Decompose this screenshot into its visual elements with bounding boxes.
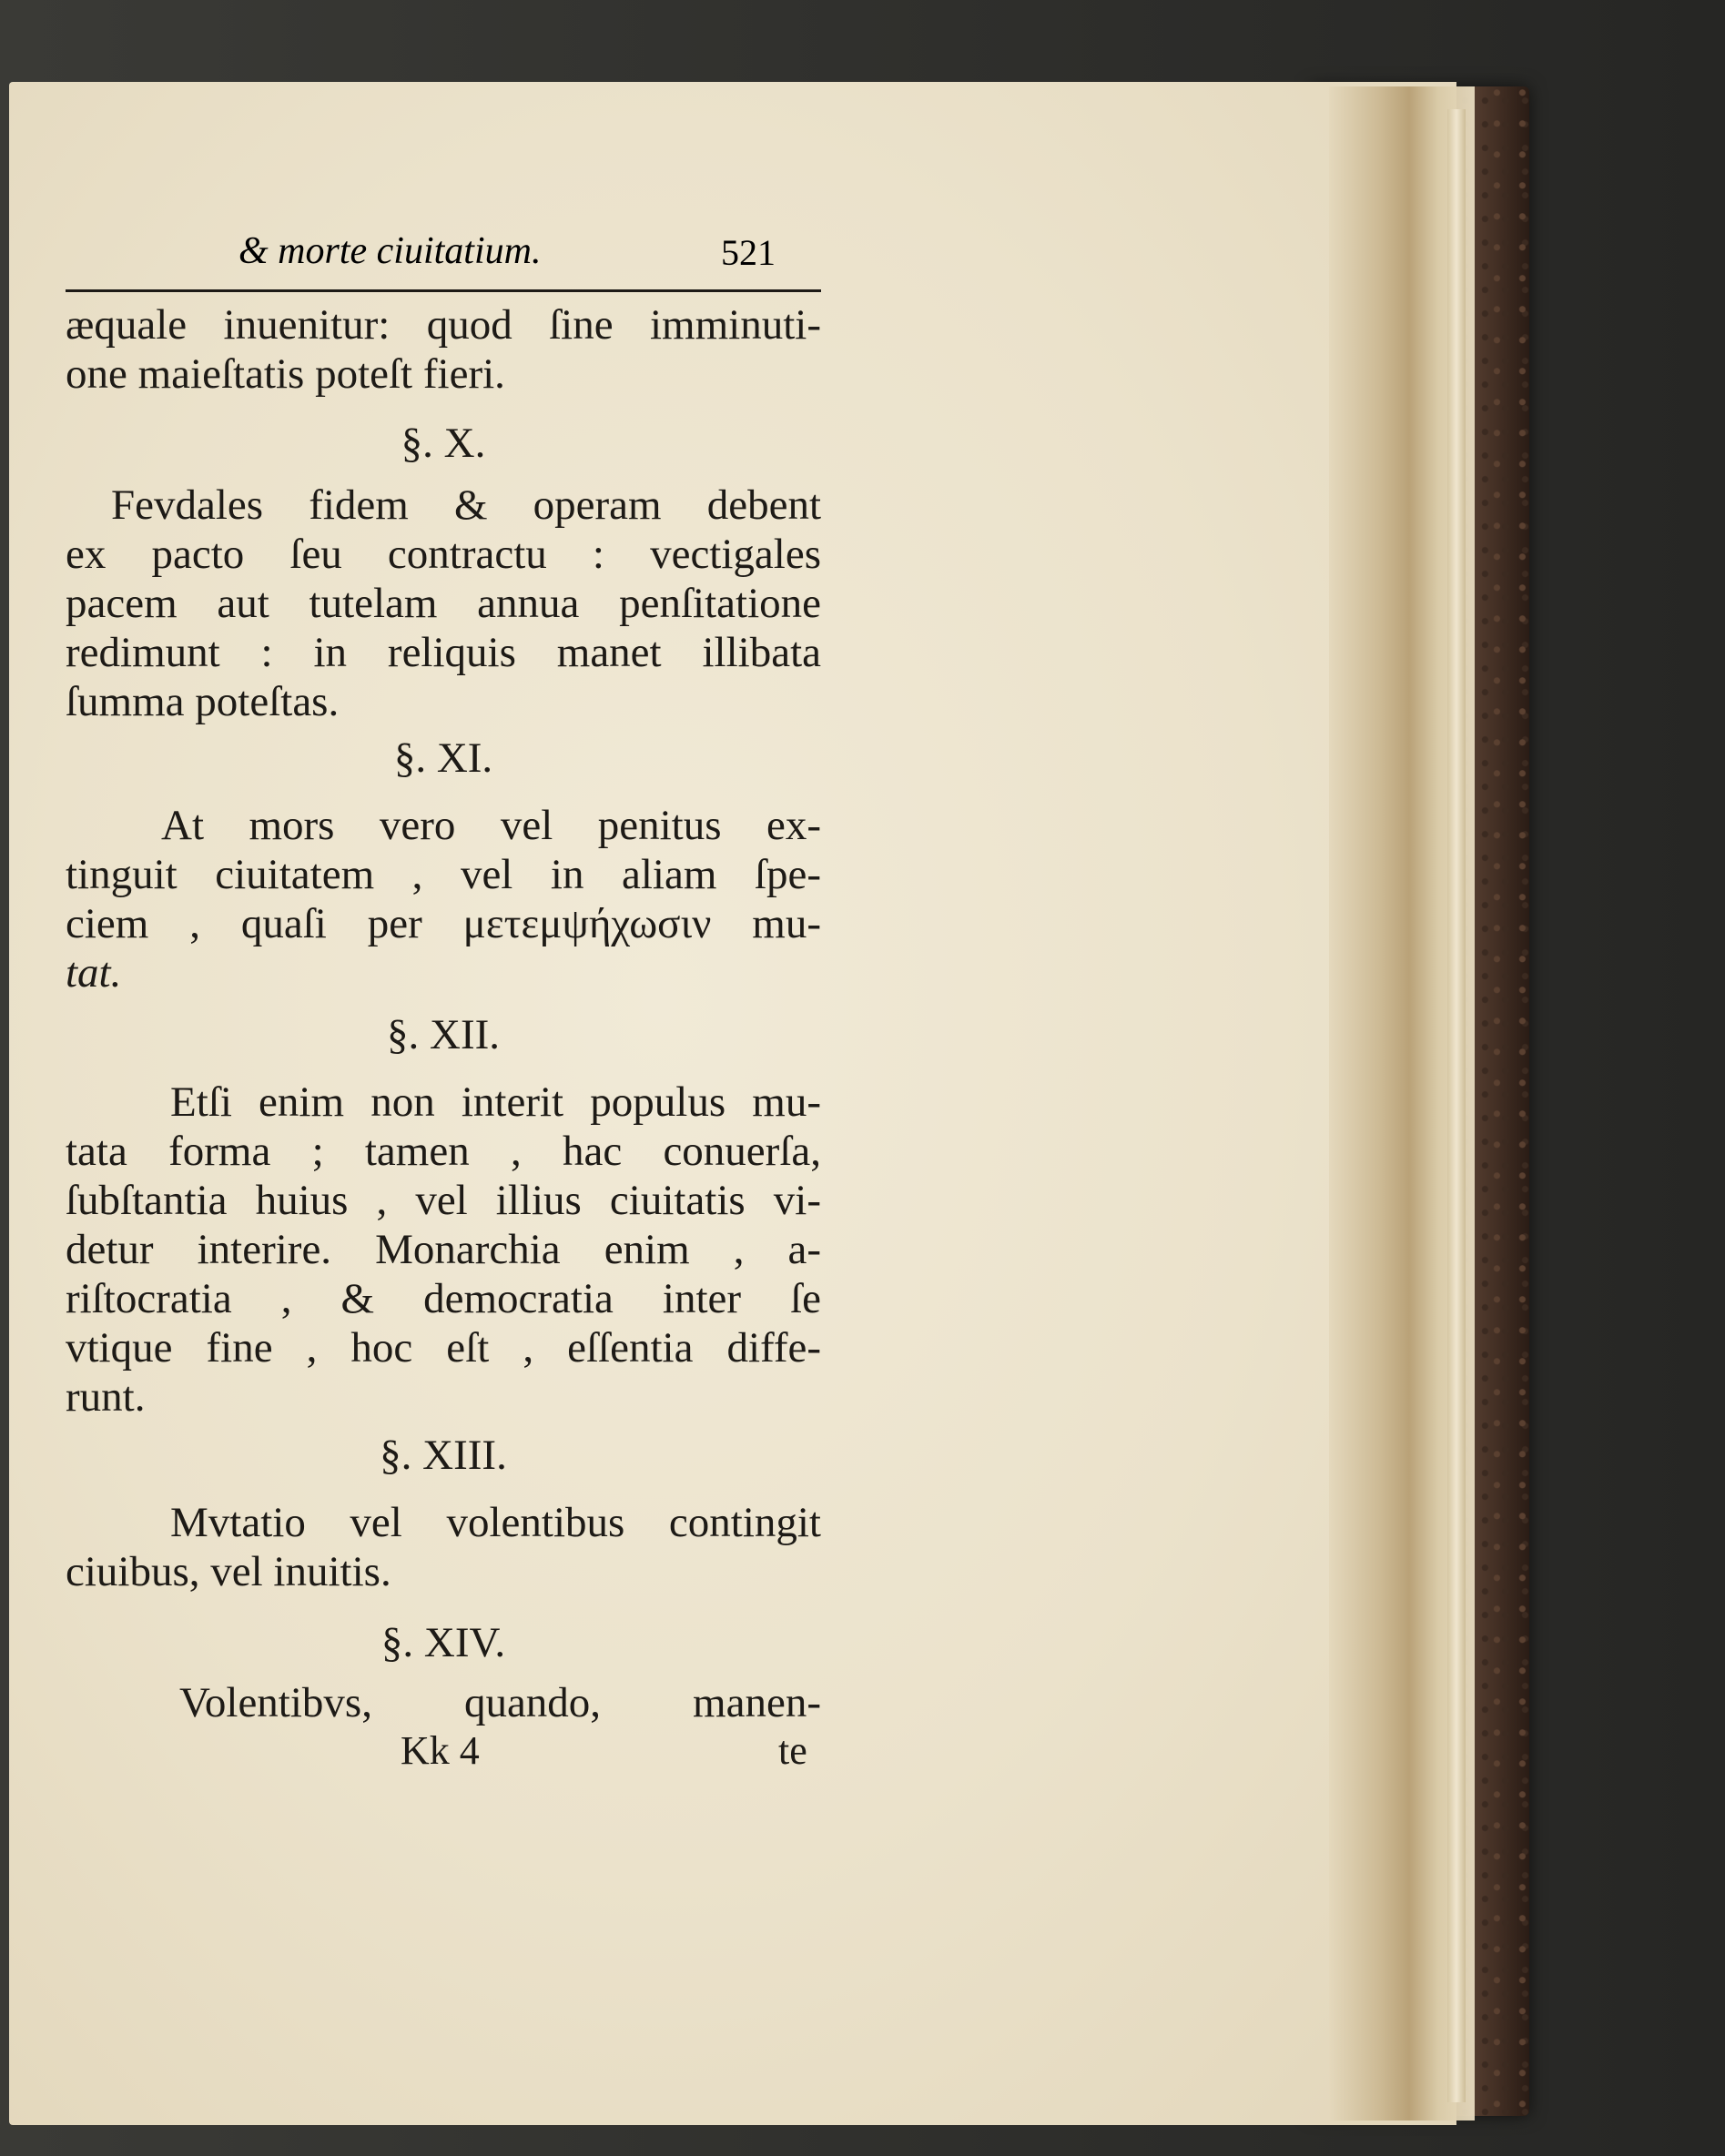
section-heading-xi: §. XI.	[393, 734, 493, 782]
running-title: & morte ciuitatium.	[238, 230, 542, 272]
text-line: redimunt : in reliquis manet illibata	[66, 629, 821, 676]
signature-mark: Kk 4	[401, 1728, 480, 1773]
text-line: tata forma ; tamen , hac conuerſa,	[66, 1128, 821, 1175]
text-line: Mvtatio vel volentibus contingit	[170, 1499, 821, 1546]
page-fore-edge	[1447, 109, 1466, 2102]
text-line: ſumma poteſtas.	[66, 678, 340, 725]
catchword: te	[778, 1728, 807, 1773]
text-line: ex pacto ſeu contractu : vectigales	[66, 531, 821, 578]
text-line: Fevdales fidem & operam debent	[111, 481, 821, 529]
text-line: one maieſtatis poteſt fieri.	[66, 350, 505, 398]
text-line: tinguit ciuitatem , vel in aliam ſpe-	[66, 851, 821, 898]
text-line: vtique fine , hoc eſt , eſſentia diffe-	[66, 1324, 821, 1372]
section-heading-x: §. X.	[401, 420, 486, 467]
section-heading-xiv: §. XIV.	[381, 1619, 506, 1666]
text-line: ciuibus, vel inuitis.	[66, 1548, 391, 1595]
section-heading-xii: §. XII.	[387, 1011, 500, 1058]
header-rule	[66, 289, 821, 292]
running-header	[66, 229, 821, 284]
text-line: Etſi enim non interit populus mu-	[170, 1078, 821, 1126]
page-number: 521	[721, 232, 776, 273]
text-line: ſubſtantia huius , vel illius ciuitatis vi-	[66, 1177, 821, 1224]
text-line: pacem aut tutelam annua penſitatione	[66, 580, 821, 627]
text-line: tat.	[66, 949, 122, 997]
text-line: At mors vero vel penitus ex-	[161, 802, 821, 849]
text-line: æquale inuenitur: quod ſine imminuti-	[66, 301, 821, 349]
text-line: runt.	[66, 1373, 146, 1421]
text-line: ciem , quaſi per μετεμψήχωσιν mu-	[66, 900, 821, 947]
section-heading-xiii: §. XIII.	[380, 1432, 507, 1479]
text-line: riſtocratia , & democratia inter ſe	[66, 1275, 821, 1322]
text-line: detur interire. Monarchia enim , a-	[66, 1226, 821, 1273]
text-line: Volentibvs, quando, manen-	[179, 1679, 821, 1726]
